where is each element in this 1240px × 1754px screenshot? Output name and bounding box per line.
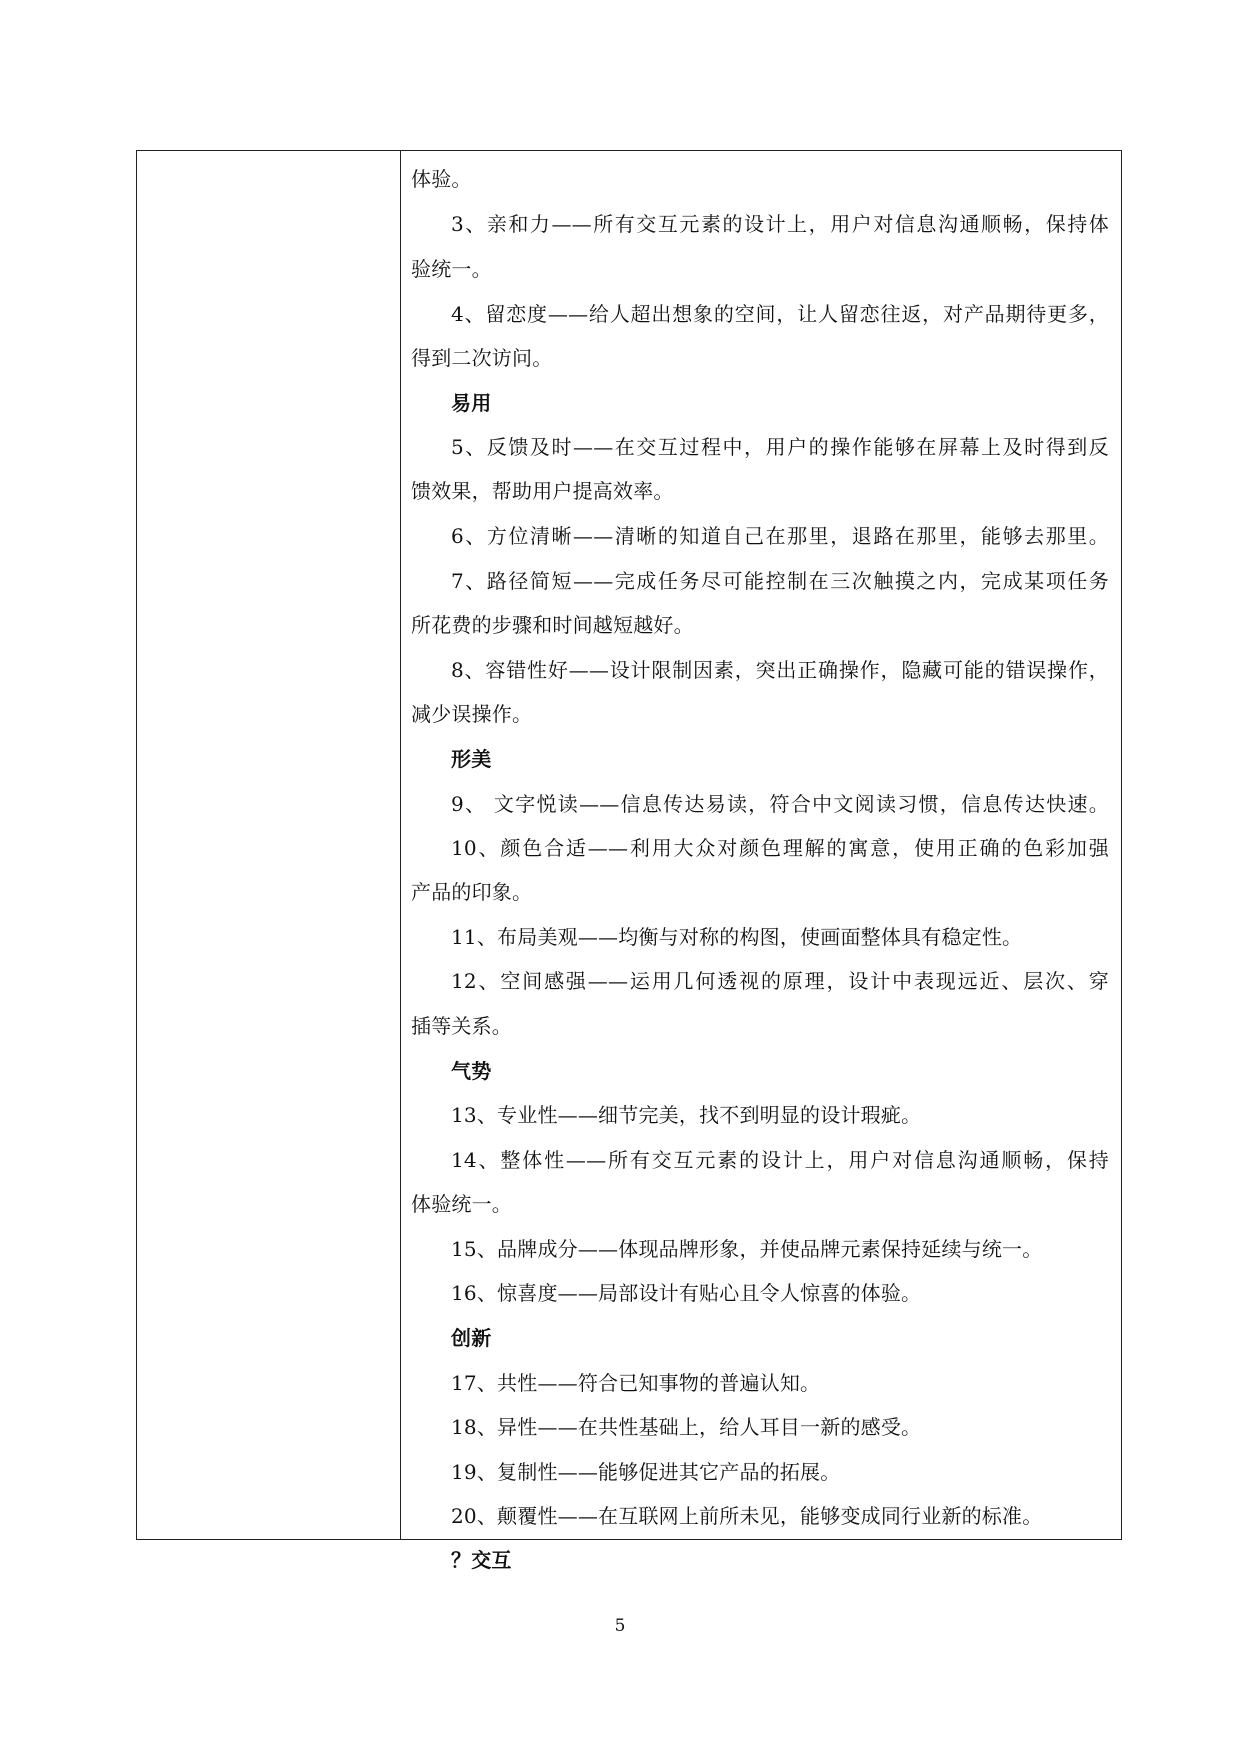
text-line: 14、整体性——所有交互元素的设计上，用户对信息沟通顺畅，保持 [451,1148,1109,1172]
text-line: 12、空间感强——运用几何透视的原理，设计中表现远近、层次、穿 [451,969,1109,993]
text-line: 15、品牌成分——体现品牌形象，并使品牌元素保持延续与统一。 [451,1237,1043,1261]
page-number: 5 [614,1616,626,1636]
text-line: 得到二次访问。 [411,346,553,370]
text-line: 17、共性——符合已知事物的普遍认知。 [451,1371,821,1395]
section-heading: ？交互 [451,1548,512,1572]
text-line: 8、容错性好——设计限制因素，突出正确操作，隐藏可能的错误操作， [451,658,1109,682]
text-line: 20、颠覆性——在互联网上前所未见，能够变成同行业新的标准。 [451,1504,1043,1528]
content-table [136,150,1122,1572]
text-line: 馈效果，帮助用户提高效率。 [411,479,674,503]
section-heading: 易用 [451,391,492,415]
text-line: 9、 文字悦读——信息传达易读，符合中文阅读习惯，信息传达快速。 [451,792,1109,816]
text-line: 产品的印象。 [411,880,533,904]
text-line: 16、惊喜度——局部设计有贴心且令人惊喜的体验。 [451,1281,922,1305]
text-line: 19、复制性——能够促进其它产品的拓展。 [451,1460,841,1484]
text-line: 5、反馈及时——在交互过程中，用户的操作能够在屏幕上及时得到反 [451,435,1109,459]
text-line: 4、留恋度——给人超出想象的空间，让人留恋往返，对产品期待更多， [451,302,1109,326]
text-line: 10、颜色合适——利用大众对颜色理解的寓意，使用正确的色彩加强 [451,836,1109,860]
text-line: 验统一。 [411,257,492,281]
text-line: 18、异性——在共性基础上，给人耳目一新的感受。 [451,1415,922,1439]
text-line: 所花费的步骤和时间越短越好。 [411,613,694,637]
text-line: 11、布局美观——均衡与对称的构图，使画面整体具有稳定性。 [451,925,1023,949]
text-line: 插等关系。 [411,1014,512,1038]
text-line: 体验统一。 [411,1192,512,1216]
table-right-cell [401,151,1121,1572]
table-left-cell [137,151,401,1539]
section-heading: 形美 [451,747,492,771]
text-line: 7、路径简短——完成任务尽可能控制在三次触摸之内，完成某项任务 [451,569,1109,593]
text-line: 6、方位清晰——清晰的知道自己在那里，退路在那里，能够去那里。 [451,524,1109,548]
section-heading: 创新 [451,1326,492,1350]
text-line: 减少误操作。 [411,702,533,726]
text-line: 体验。 [411,167,472,191]
section-heading: 气势 [451,1059,492,1083]
text-line: 3、亲和力——所有交互元素的设计上，用户对信息沟通顺畅，保持体 [451,212,1109,236]
text-line: 13、专业性——细节完美，找不到明显的设计瑕疵。 [451,1103,922,1127]
